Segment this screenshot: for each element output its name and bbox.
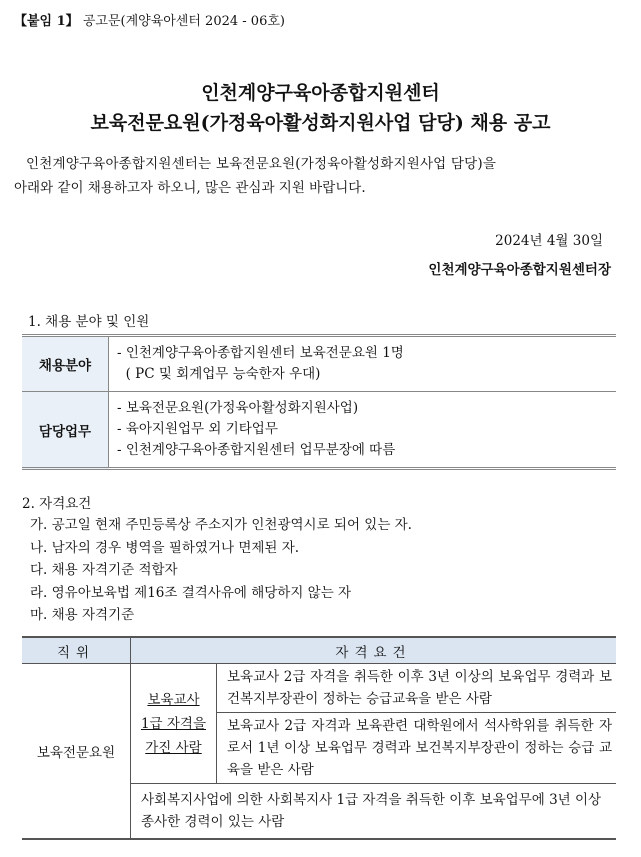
table-row (22, 392, 616, 469)
teacher-label-line: 보육교사 (147, 691, 200, 708)
row-body-field (109, 336, 617, 392)
table-row (22, 336, 616, 392)
list-item: - 육아지원업무 외 기타업무 (117, 421, 278, 437)
row-label-field: 채용분야 (22, 336, 109, 392)
list-item: 마. 채용 자격기준 (30, 607, 135, 623)
requirement-a: 보육교사 2급 자격을 취득한 이후 3년 이상의 보육업무 경력과 보건복지부장관이 정하는 승급교육을 받은 사람 (217, 664, 617, 713)
list-item: - 인천계양구육아종합지원센터 업무분장에 따름 (117, 442, 396, 458)
teacher-label-line: 1급 자격을 (140, 715, 207, 732)
section2-heading: 2. 자격요건 (22, 496, 92, 512)
notice-date: 2024년 4월 30일 (495, 233, 603, 249)
position-cell: 보육전문요원 (22, 664, 131, 840)
attachment-bracket: 【붙임 1】 (14, 14, 79, 29)
doc-title-line1: 인천계양구육아종합지원센터 (201, 82, 440, 104)
teacher-label-line: 가진 사람 (145, 739, 202, 756)
list-item: 나. 남자의 경우 병역을 필하였거나 면제된 자. (30, 539, 300, 556)
doc-title-line2: 보육전문요원(가정육아활성화지원사업 담당) 채용 공고 (90, 112, 551, 134)
table-row (22, 664, 616, 713)
requirement-c: 사회복지사업에 의한 사회복지사 1급 자격을 취득한 이후 보육업무에 3년 이상 종사한 경력이 있는 사람 (131, 784, 617, 840)
row-label-duty: 담당업무 (22, 392, 109, 469)
header-position: 직위 (22, 637, 131, 664)
row-body-duty (109, 392, 617, 469)
recruitment-table (22, 334, 616, 470)
intro-paragraph (14, 152, 626, 200)
intro-line1: 인천계양구육아종합지원센터는 보육전문요원(가정육아활성화지원사업 담당)을 (26, 156, 497, 172)
notice-signer: 인천계양구육아종합지원센터장 (428, 262, 611, 278)
list-item: 라. 영유아보육법 제16조 결격사유에 해당하지 않는 자 (30, 584, 352, 601)
qualification-table (22, 636, 616, 840)
list-item: ( PC 및 회계업무 능숙한자 우대) (117, 366, 321, 382)
requirement-b: 보육교사 2급 자격과 보육관련 대학원에서 석사학위를 취득한 자로서 1년 이상 보육업무 경력과 보건복지부장관이 정하는 승급 교육을 받은 사람 (217, 713, 617, 784)
list-item: 다. 채용 자격기준 적합자 (30, 562, 178, 578)
intro-line2: 아래와 같이 채용하고자 하오니, 많은 관심과 지원 바랍니다. (14, 180, 366, 196)
table-header-row (22, 637, 616, 664)
header-requirements: 자격요건 (131, 637, 617, 664)
attachment-text: 공고문(계양육아센터 2024 - 06호) (82, 14, 285, 29)
teacher-label-cell (131, 664, 217, 784)
qualification-list (30, 514, 412, 627)
section1-heading: 1. 채용 분야 및 인원 (28, 314, 150, 330)
attachment-label (14, 10, 285, 29)
list-item: - 보육전문요원(가정육아활성화지원사업) (117, 400, 359, 416)
list-item: - 인천계양구육아종합지원센터 보육전문요원 1명 (117, 345, 404, 361)
list-item: 가. 공고일 현재 주민등록상 주소지가 인천광역시로 되어 있는 자. (30, 517, 412, 533)
